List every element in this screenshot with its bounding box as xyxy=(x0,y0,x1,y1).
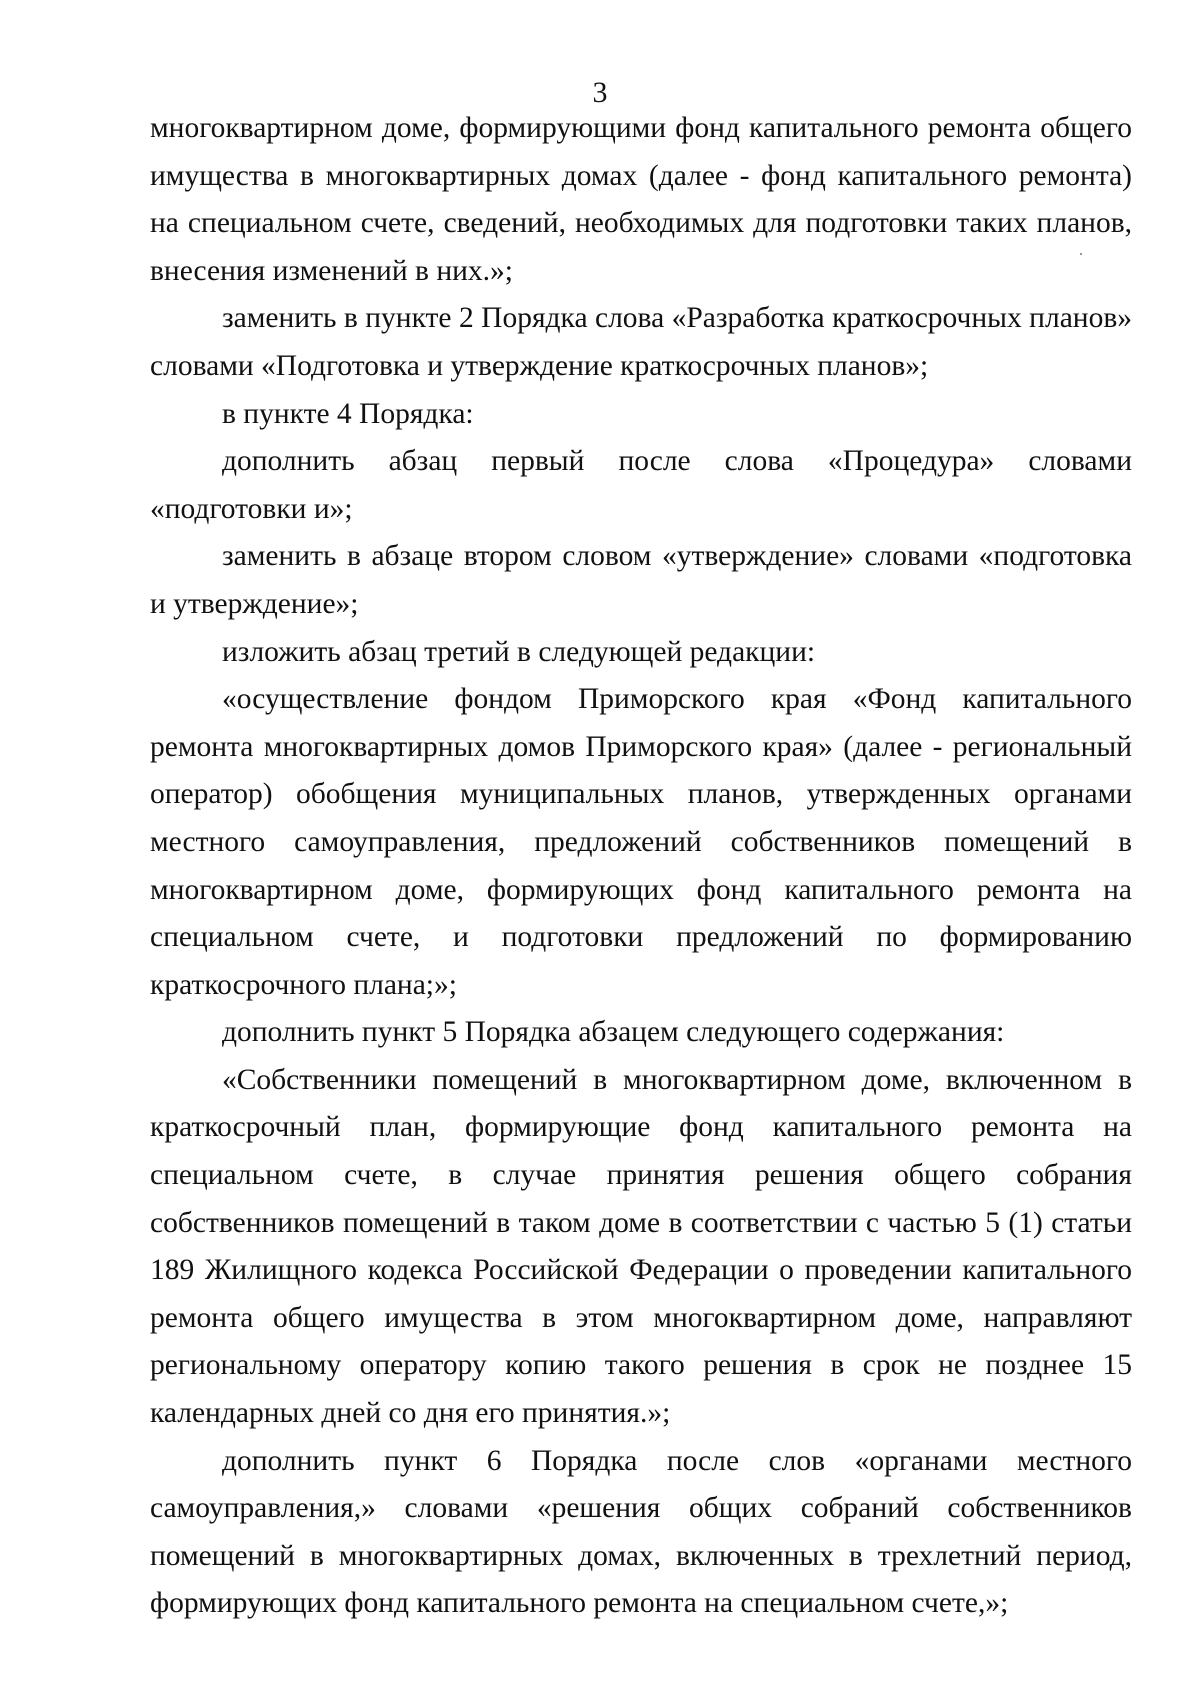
paragraph-point-6: дополнить пункт 6 Порядка после слов «органами местного самоуправления,» словами «решения общих собраний собственников помещений в многоквартирных домах, включенных в трехлетний период, формирующих фонд капитального ремонта на специальном счете,»; xyxy=(150,1444,1132,1620)
page-number: 3 xyxy=(592,76,608,109)
paragraph-third-abzac-text: «осуществление фондом Приморского края «Фонд капитального ремонта многоквартирных домов Приморского края» (далее - региональный оператор) обобщения муниципальных планов, утвержденных органами местного самоуправления, предложений собственников помещений в многоквартирном доме, формирующих фонд капитального ремонта на специальном счете, и подготовки предложений по формированию краткосрочного плана;»; xyxy=(150,683,1132,1001)
paragraph-third-abzac-heading: изложить абзац третий в следующей редакции: xyxy=(222,635,816,668)
paragraph-point-5-heading: дополнить пункт 5 Порядка абзацем следующего содержания: xyxy=(222,1016,1005,1049)
paragraph-point-5-text: «Собственники помещений в многоквартирном доме, включенном в краткосрочный план, формирующие фонд капитального ремонта на специальном счете, в случае принятия решения общего собрания собственников помещений в таком доме в соответствии с частью 5 (1) статьи 189 Жилищного кодекса Российской Федерации о проведении капитального ремонта общего имущества в этом многоквартирном доме, направляют региональному оператору копию такого решения в срок не позднее 15 календарных дней со дня его принятия.»; xyxy=(150,1063,1132,1430)
paragraph-point-4-heading: в пункте 4 Порядка: xyxy=(222,397,474,430)
paragraph-add-first-abzac: дополнить абзац первый после слова «Процедура» словами «подготовки и»; xyxy=(150,445,1132,525)
paragraph-replace-second-abzac: заменить в абзаце втором словом «утверждение» словами «подготовка и утверждение»; xyxy=(150,540,1132,620)
document-body xyxy=(150,105,1132,1628)
paragraph-replace-point-2: заменить в пункте 2 Порядка слова «Разработка краткосрочных планов» словами «Подготовка и утверждение краткосрочных планов»; xyxy=(150,302,1132,382)
paragraph-continuation: многоквартирном доме, формирующими фонд капитального ремонта общего имущества в многоквартирных домах (далее - фонд капитального ремонта) на специальном счете, сведений, необходимых для подготовки таких планов, внесения изменений в них.»; xyxy=(150,112,1132,287)
